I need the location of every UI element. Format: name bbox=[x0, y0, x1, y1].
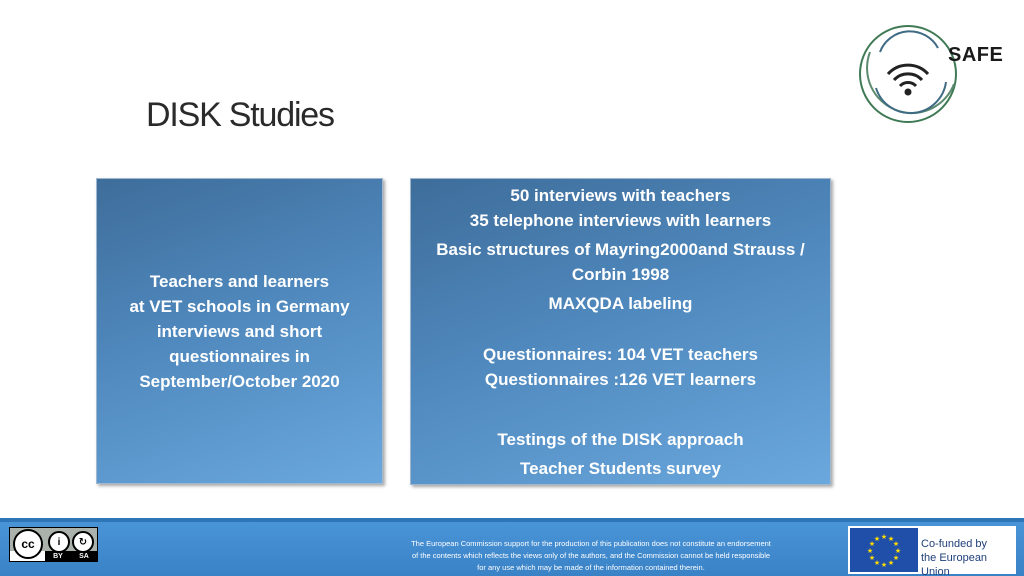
right-panel-line: Corbin 1998 bbox=[571, 265, 670, 284]
disclaimer-line: of the contents which reflects the views only of the authors, and the Commission cannot be held responsible bbox=[411, 551, 771, 560]
slide-title: DISK Studies bbox=[146, 96, 334, 134]
eu-flag-icon bbox=[850, 528, 918, 572]
svg-text:★: ★ bbox=[880, 561, 888, 569]
svg-text:★: ★ bbox=[866, 547, 874, 555]
svg-text:★: ★ bbox=[887, 559, 895, 567]
attribution-icon: i bbox=[48, 531, 70, 553]
left-panel-line: at VET schools in Germany bbox=[129, 296, 350, 316]
safe-logo bbox=[858, 22, 1008, 126]
eu-cofunded-logo bbox=[848, 526, 1016, 574]
svg-text:★: ★ bbox=[873, 535, 881, 543]
left-panel-line: interviews and short bbox=[156, 321, 323, 341]
svg-text:★: ★ bbox=[894, 547, 902, 555]
safe-logo-rings bbox=[858, 22, 1008, 126]
svg-text:★: ★ bbox=[868, 554, 876, 562]
svg-text:★: ★ bbox=[892, 554, 900, 562]
disclaimer-text bbox=[370, 538, 812, 574]
logo-text: SAFE bbox=[948, 44, 1004, 66]
svg-text:★: ★ bbox=[887, 535, 895, 543]
cc-license-badge[interactable] bbox=[9, 527, 98, 562]
right-panel-line: Basic structures of Mayring2000and Strauss / bbox=[436, 240, 805, 259]
right-panel bbox=[410, 178, 831, 485]
svg-text:★: ★ bbox=[892, 540, 900, 548]
svg-text:★: ★ bbox=[880, 533, 888, 541]
right-panel-line: 35 telephone interviews with learners bbox=[469, 211, 772, 230]
footer-top-stripe bbox=[0, 518, 1024, 522]
left-panel bbox=[96, 178, 383, 484]
eu-line1: Co-funded by bbox=[921, 538, 988, 550]
left-panel-line: questionnaires in bbox=[169, 346, 310, 366]
right-panel-line: Questionnaires :126 VET learners bbox=[484, 370, 757, 389]
svg-text:★: ★ bbox=[873, 559, 881, 567]
cc-by-label: BY bbox=[53, 552, 63, 560]
right-panel-line: Teacher Students survey bbox=[520, 459, 721, 478]
disclaimer-line: The European Commission support for the production of this publication does not constitute an endorsement bbox=[411, 539, 771, 548]
right-panel-line: 50 interviews with teachers bbox=[510, 186, 731, 205]
right-panel-line: Questionnaires: 104 VET teachers bbox=[483, 345, 758, 364]
eu-line2: the European Union bbox=[921, 552, 988, 576]
svg-text:★: ★ bbox=[868, 540, 876, 548]
disclaimer-line: for any use which may be made of the information contained therein. bbox=[477, 563, 705, 572]
right-panel-line: Testings of the DISK approach bbox=[497, 430, 744, 449]
cc-badge-labels bbox=[45, 551, 97, 561]
right-panel-line: MAXQDA labeling bbox=[548, 294, 693, 313]
eu-stars-icon bbox=[850, 528, 918, 572]
cc-icon: cc bbox=[13, 529, 43, 559]
share-alike-icon: ↻ bbox=[72, 531, 94, 553]
eu-cofunded-text bbox=[921, 537, 1016, 576]
cc-sa-label: SA bbox=[79, 552, 89, 560]
left-panel-line: Teachers and learners bbox=[149, 271, 330, 291]
wifi-icon bbox=[888, 65, 928, 95]
left-panel-line: September/October 2020 bbox=[139, 371, 340, 391]
